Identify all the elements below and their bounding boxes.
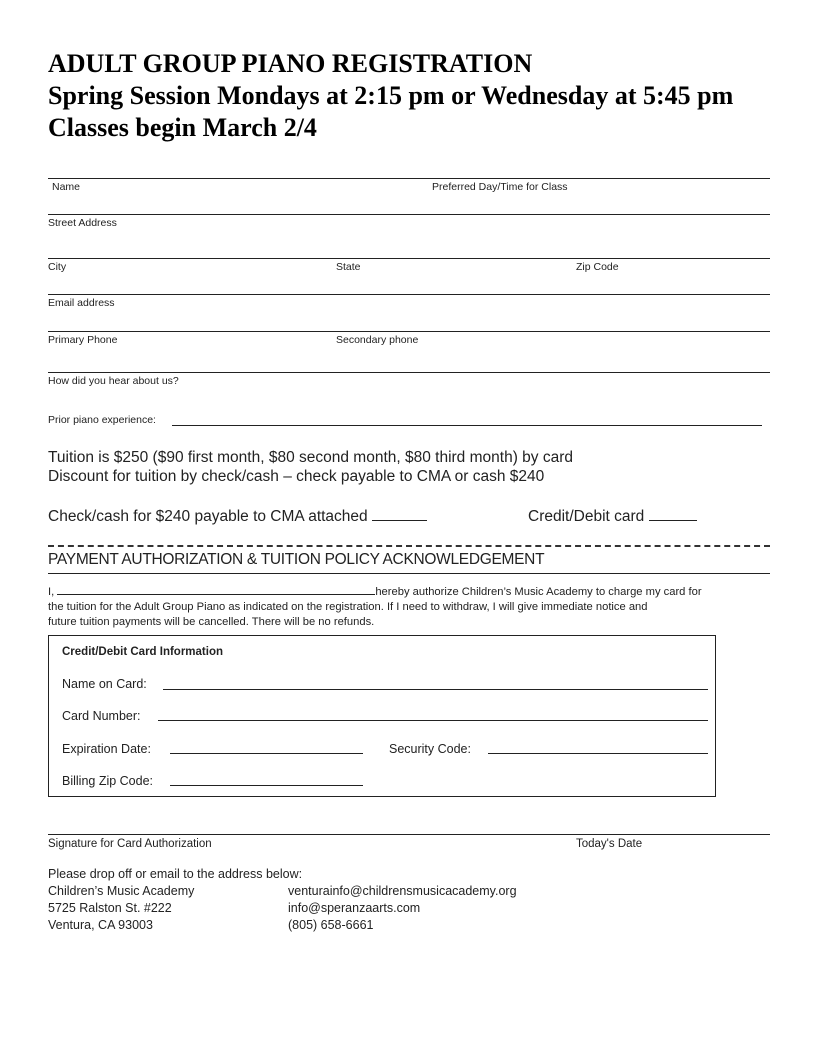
referral-label: How did you hear about us? — [48, 375, 179, 387]
divider-authorization — [48, 573, 770, 574]
signature-label: Signature for Card Authorization — [48, 838, 212, 850]
authorization-text-3: future tuition payments will be cancelled. There will be no refunds. — [48, 616, 375, 628]
street-address-label: Street Address — [48, 217, 117, 229]
authorization-text-2: the tuition for the Adult Group Piano as indicated on the registration. If I need to withdraw, I will give immediate notice and — [48, 601, 648, 613]
city-label: City — [48, 261, 67, 273]
divider-email — [48, 331, 770, 332]
preferred-day-field[interactable] — [432, 196, 768, 212]
signature-line — [48, 834, 770, 835]
tuition-info: Tuition is $250 ($90 first month, $80 second month, $80 third month) by card — [48, 449, 573, 466]
primary-phone-field[interactable] — [48, 350, 328, 368]
card-info-box — [48, 635, 716, 797]
name-on-card-label: Name on Card: — [62, 677, 147, 691]
security-code-field[interactable] — [490, 738, 706, 752]
billing-zip-line — [170, 785, 363, 786]
phone-number[interactable]: (805) 658-6661 — [288, 918, 374, 932]
todays-date-label: Today's Date — [576, 838, 643, 850]
referral-field[interactable] — [200, 374, 768, 390]
billing-zip-field[interactable] — [172, 770, 361, 784]
form-title: ADULT GROUP PIANO REGISTRATION — [48, 49, 533, 78]
name-field[interactable] — [52, 196, 422, 212]
billing-zip-label: Billing Zip Code: — [62, 774, 154, 788]
authorization-text — [48, 584, 772, 630]
secondary-phone-field[interactable] — [336, 350, 768, 368]
expiration-field[interactable] — [172, 738, 361, 752]
security-code-label: Security Code: — [389, 742, 471, 756]
prior-experience-label: Prior piano experience: — [48, 414, 156, 426]
email-secondary[interactable]: info@speranzaarts.com — [288, 901, 421, 915]
card-option-label: Credit/Debit card — [528, 508, 645, 525]
card-info-title: Credit/Debit Card Information — [62, 646, 224, 658]
preferred-day-label: Preferred Day/Time for Class — [432, 181, 568, 193]
name-on-card-line — [163, 689, 708, 690]
divider-name — [48, 214, 770, 215]
email-label: Email address — [48, 297, 115, 309]
security-code-line — [488, 753, 708, 754]
card-number-field[interactable] — [160, 705, 706, 719]
signature-field[interactable] — [48, 812, 548, 830]
authorizer-name-blank[interactable] — [57, 584, 375, 595]
zip-code-label: Zip Code — [576, 261, 619, 273]
street-address-field[interactable] — [48, 234, 768, 254]
check-option-label: Check/cash for $240 payable to CMA attached — [48, 508, 368, 525]
divider-street — [48, 258, 770, 259]
zip-code-field[interactable] — [576, 276, 768, 292]
dashed-separator — [48, 545, 770, 547]
name-label: Name — [52, 181, 81, 193]
org-name: Children’s Music Academy — [48, 884, 195, 898]
org-street: 5725 Ralston St. #222 — [48, 901, 172, 915]
expiration-line — [170, 753, 363, 754]
dropoff-instructions: Please drop off or email to the address below: — [48, 867, 303, 881]
name-on-card-field[interactable] — [165, 674, 705, 688]
divider-phone — [48, 372, 770, 373]
authorization-title: PAYMENT AUTHORIZATION & TUITION POLICY ACKNOWLEDGEMENT — [48, 551, 545, 568]
divider-city — [48, 294, 770, 295]
discount-info: Discount for tuition by check/cash – check payable to CMA or cash $240 — [48, 468, 545, 485]
secondary-phone-label: Secondary phone — [336, 334, 419, 346]
expiration-label: Expiration Date: — [62, 742, 151, 756]
prior-experience-field[interactable] — [174, 410, 760, 424]
prior-experience-line — [172, 425, 762, 426]
email-field[interactable] — [48, 312, 768, 328]
state-label: State — [336, 261, 361, 273]
card-option-blank[interactable] — [649, 508, 697, 521]
authorization-text-1: hereby authorize Children’s Music Academy to charge my card for — [375, 586, 702, 598]
todays-date-field[interactable] — [576, 812, 768, 830]
org-city: Ventura, CA 93003 — [48, 918, 153, 932]
state-field[interactable] — [336, 276, 566, 292]
divider-top — [48, 178, 770, 179]
check-option — [48, 508, 427, 526]
card-option — [528, 508, 697, 526]
session-schedule: Spring Session Mondays at 2:15 pm or Wednesday at 5:45 pm — [48, 81, 734, 110]
email-primary[interactable]: venturainfo@childrensmusicacademy.org — [288, 884, 517, 898]
authorization-prefix: I, — [48, 586, 55, 598]
card-number-label: Card Number: — [62, 709, 141, 723]
class-start-date: Classes begin March 2/4 — [48, 113, 317, 142]
primary-phone-label: Primary Phone — [48, 334, 118, 346]
card-number-line — [158, 720, 708, 721]
city-field[interactable] — [48, 276, 328, 292]
check-option-blank[interactable] — [372, 508, 427, 521]
